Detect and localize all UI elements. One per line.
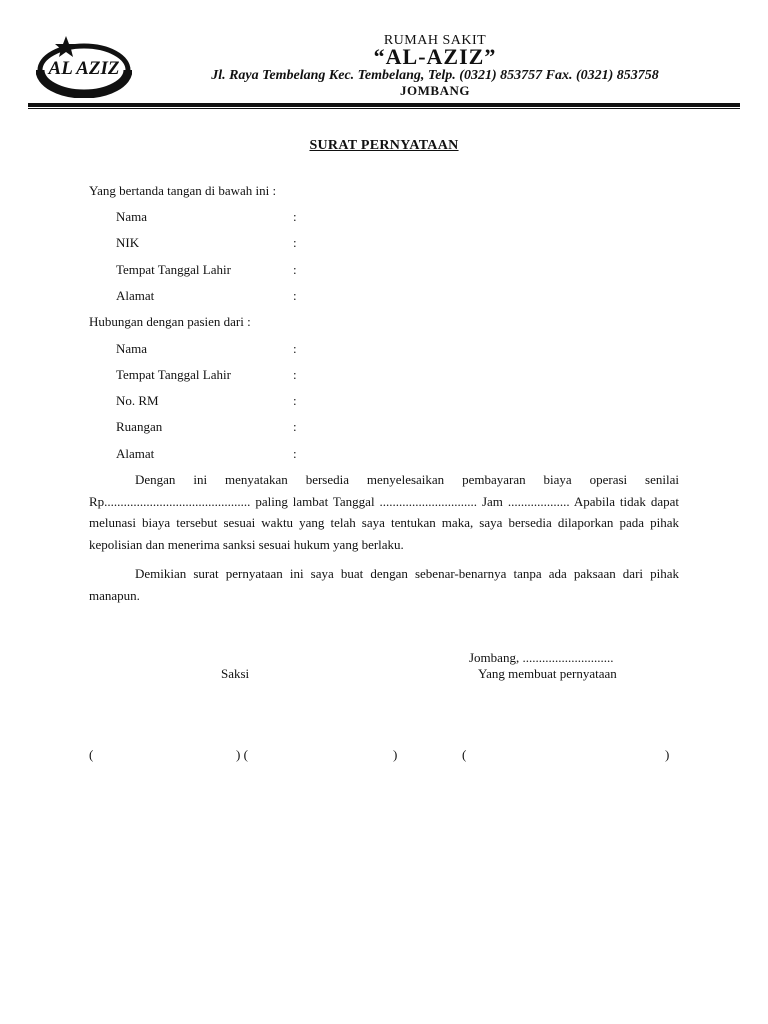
patient-room-colon: : (293, 419, 297, 434)
hospital-name: “AL-AZIZ” (373, 44, 497, 69)
document-title: SURAT PERNYATAAN (309, 138, 459, 153)
header-subtitle: RUMAH SAKIT (383, 33, 487, 48)
patient-rm-label: No. RM (116, 393, 159, 408)
maker-open-paren: ( (462, 747, 467, 762)
patient-address-colon: : (293, 446, 297, 461)
payment-statement: Dengan ini menyatakan bersedia menyelesaikan pembayaran biaya operasi senilai Rp............................................. paling lambat Tanggal .............................. Jam ................... Apabila tidak dapat melunasi biaya tersebut sesuai waktu yang telah saya tentukan maka, saya bersedia dilaporkan pada pihak kepolisian dan menerima sanksi sesuai hukum yang berlaku. (89, 472, 679, 552)
signer-birth-label: Tempat Tanggal Lahir (116, 262, 231, 277)
witness1-open-paren: ( (89, 747, 94, 762)
header-divider-thin (28, 108, 740, 109)
closing-statement: Demikian surat pernyataan ini saya buat dengan sebenar-benarnya tanpa ada paksaan dari pihak manapun. (89, 566, 679, 603)
patient-rm-colon: : (293, 393, 297, 408)
patient-birth-label: Tempat Tanggal Lahir (116, 367, 231, 382)
signer-name-colon: : (293, 209, 297, 224)
maker-close-paren: ) (665, 747, 670, 762)
patient-room-label: Ruangan (116, 419, 163, 434)
closing-paragraph (89, 563, 679, 606)
header-divider-thick (28, 103, 740, 107)
patient-name-colon: : (293, 341, 297, 356)
hospital-city: JOMBANG (400, 83, 470, 98)
logo-text: AL AZIZ (48, 58, 120, 79)
signer-address-label: Alamat (116, 288, 155, 303)
signer-nik-colon: : (293, 235, 297, 250)
signer-nik-label: NIK (116, 235, 140, 250)
patient-birth-colon: : (293, 367, 297, 382)
place-date: Jombang, ............................ (469, 650, 614, 665)
maker-label: Yang membuat pernyataan (478, 666, 617, 681)
intro-text: Yang bertanda tangan di bawah ini : (89, 183, 277, 198)
statement-paragraph (89, 469, 679, 555)
relation-intro-text: Hubungan dengan pasien dari : (89, 314, 251, 329)
hospital-address: Jl. Raya Tembelang Kec. Tembelang, Telp. (0321) 853757 Fax. (0321) 853758 (211, 68, 659, 83)
patient-address-label: Alamat (116, 446, 155, 461)
signer-name-label: Nama (116, 209, 148, 224)
signer-address-colon: : (293, 288, 297, 303)
witness2-close-paren: ) (393, 747, 398, 762)
witness-label: Saksi (221, 666, 250, 681)
signer-birth-colon: : (293, 262, 297, 277)
patient-name-label: Nama (116, 341, 148, 356)
witness-separator-parens: ) ( (236, 747, 248, 762)
hospital-logo (36, 34, 132, 98)
